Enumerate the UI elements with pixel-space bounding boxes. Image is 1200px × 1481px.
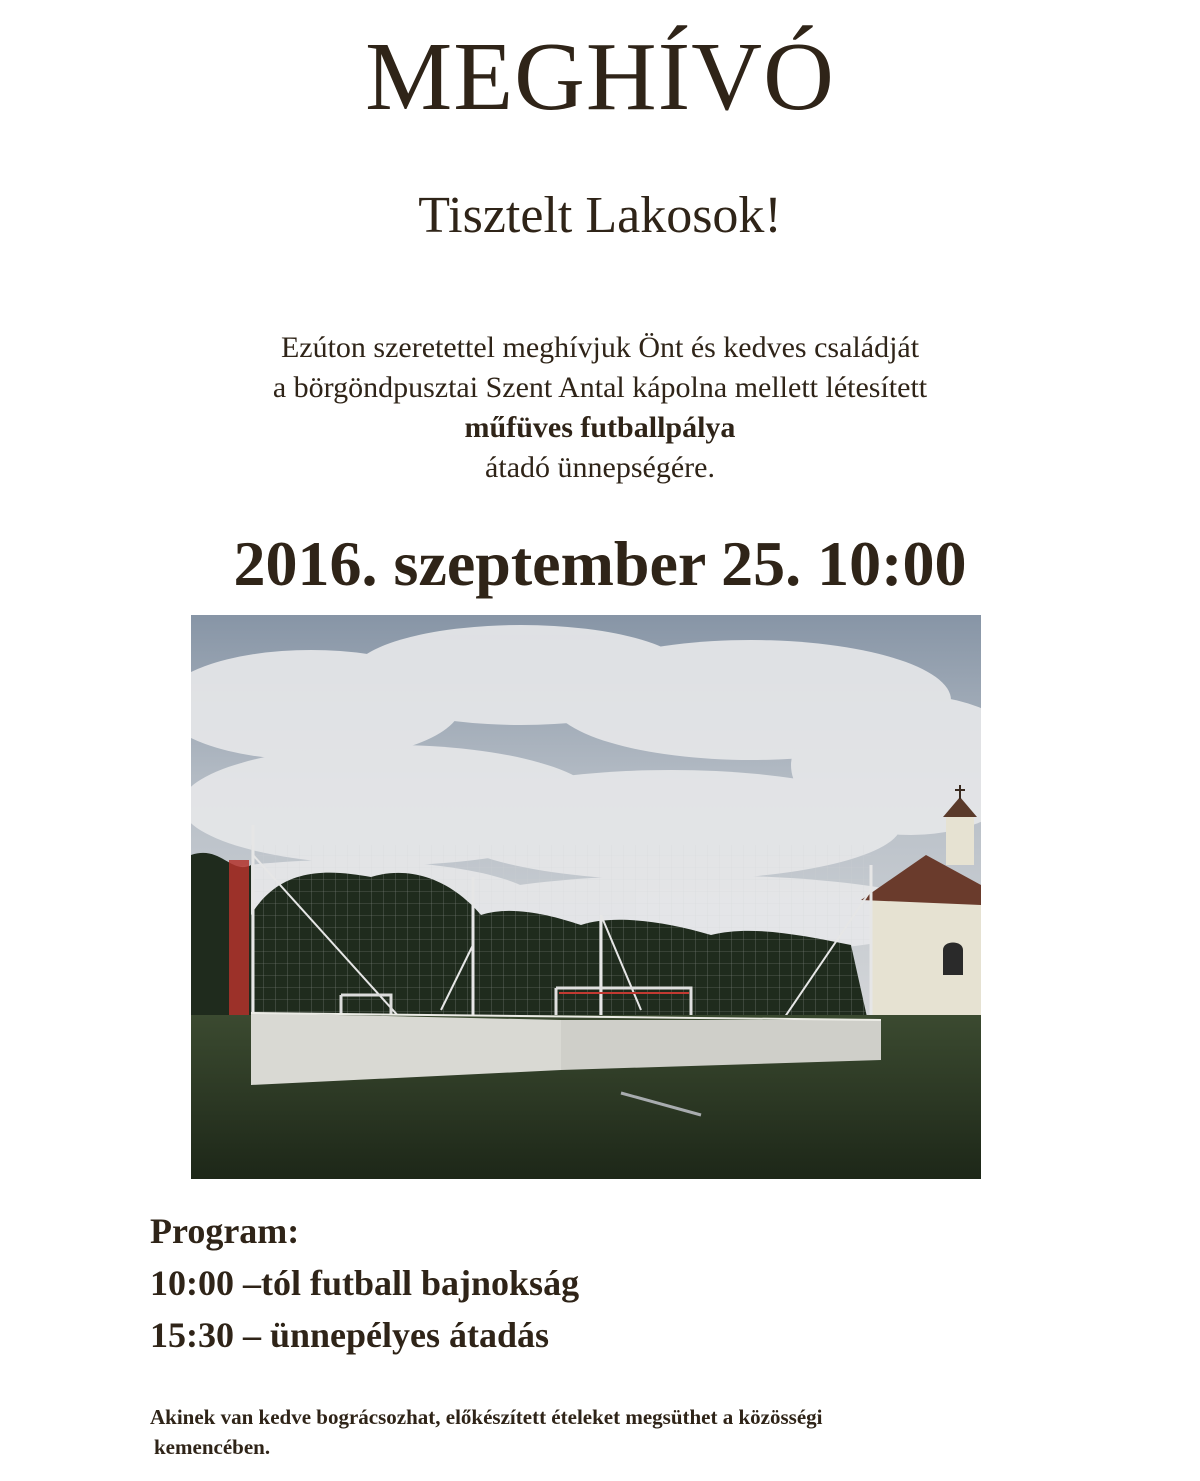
program-heading: Program:	[150, 1211, 300, 1251]
footer-note	[150, 1402, 1150, 1462]
footer-note-line-2: kemencében.	[154, 1435, 271, 1459]
page-title: MEGHÍVÓ	[365, 23, 835, 131]
greeting: Tisztelt Lakosok!	[418, 187, 782, 244]
football-field-illustration	[191, 615, 981, 1179]
red-netting	[229, 860, 249, 1020]
program-item: 15:30 – ünnepélyes átadás	[150, 1315, 550, 1355]
invitation-line-3: műfüves futballpálya	[464, 411, 736, 444]
football-field-photo	[191, 615, 981, 1179]
event-date: 2016. szeptember 25. 10:00	[233, 528, 967, 599]
invitation-line-1: Ezúton szeretettel meghívjuk Önt és kedves családját	[280, 331, 920, 364]
invitation-line-4: átadó ünnepségére.	[485, 451, 715, 484]
program-section	[150, 1205, 1150, 1361]
program-item: 10:00 –tól futball bajnokság	[150, 1263, 580, 1303]
footer-note-line-1: Akinek van kedve bográcsozhat, előkészített ételeket megsüthet a közösségi	[150, 1405, 823, 1429]
invitation-line-2: a börgöndpusztai Szent Antal kápolna mellett létesített	[272, 371, 928, 404]
invitation-text	[0, 328, 1200, 488]
